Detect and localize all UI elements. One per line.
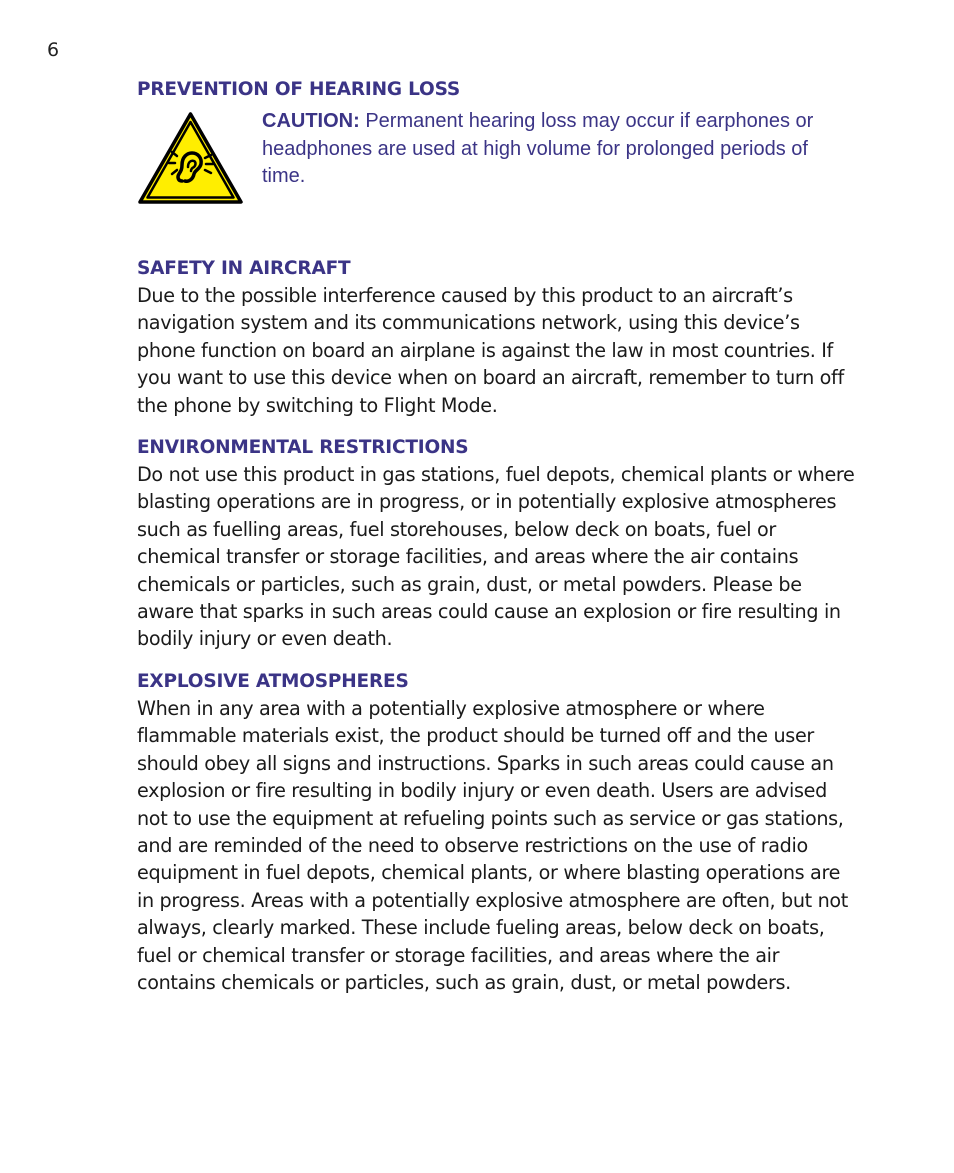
caution-block xyxy=(137,106,859,240)
caution-label: CAUTION: xyxy=(262,110,360,132)
section-heading-aircraft: SAFETY IN AIRCRAFT xyxy=(137,258,351,279)
section-hearing-loss xyxy=(137,76,859,240)
section-text-explosive: When in any area with a potentially explosive atmosphere or where flammable materials exist, the product should be turned off and the user should obey all signs and instructions. Sparks in such areas could cause an explosion or fire resulting in bodily injury or even death. Users are advised not to use the equipment at refueling points such as service or gas stations, and are reminded of the need to observe restrictions on the use of radio equipment in fuel depots, chemical plants, or where blasting operations are in progress. Areas with a potentially explosive atmosphere are often, but not always, clearly marked. These include fueling areas, below deck on boats, fuel or chemical transfer or storage facilities, and areas where the air contains chemicals or particles, such as grain, dust, or metal powders. xyxy=(137,696,848,994)
caution-text xyxy=(262,108,822,191)
hearing-warning-icon xyxy=(137,111,244,206)
section-text-aircraft: Due to the possible interference caused by this product to an aircraft’s navigation system and its communications network, using this device’s phone function on board an airplane is against the law in most countries. If you want to use this device when on board an aircraft, remember to turn off the phone by switching to Flight Mode. xyxy=(137,284,844,417)
section-text-environmental: Do not use this product in gas stations, fuel depots, chemical plants or where blasting operations are in progress, or in potentially explosive atmospheres such as fuelling areas, fuel storehouses, below deck on boats, fuel or chemical transfer or storage facilities, and areas where the air contains chemicals or particles, such as grain, dust, or metal powders. Please be aware that sparks in such areas could cause an explosion or fire resulting in bodily injury or even death. xyxy=(137,463,855,651)
caution-message: Permanent hearing loss may occur if earphones or headphones are used at high volume for prolonged periods of time. xyxy=(262,110,814,187)
section-aircraft xyxy=(137,255,859,419)
section-explosive xyxy=(137,668,859,996)
page-content xyxy=(137,76,859,1011)
section-heading-explosive: EXPLOSIVE ATMOSPHERES xyxy=(137,670,409,692)
section-heading-environmental: ENVIRONMENTAL RESTRICTIONS xyxy=(137,437,469,459)
section-environmental xyxy=(137,434,859,653)
page-number: 6 xyxy=(47,39,60,61)
section-heading-hearing-loss: PREVENTION OF HEARING LOSS xyxy=(137,79,460,100)
